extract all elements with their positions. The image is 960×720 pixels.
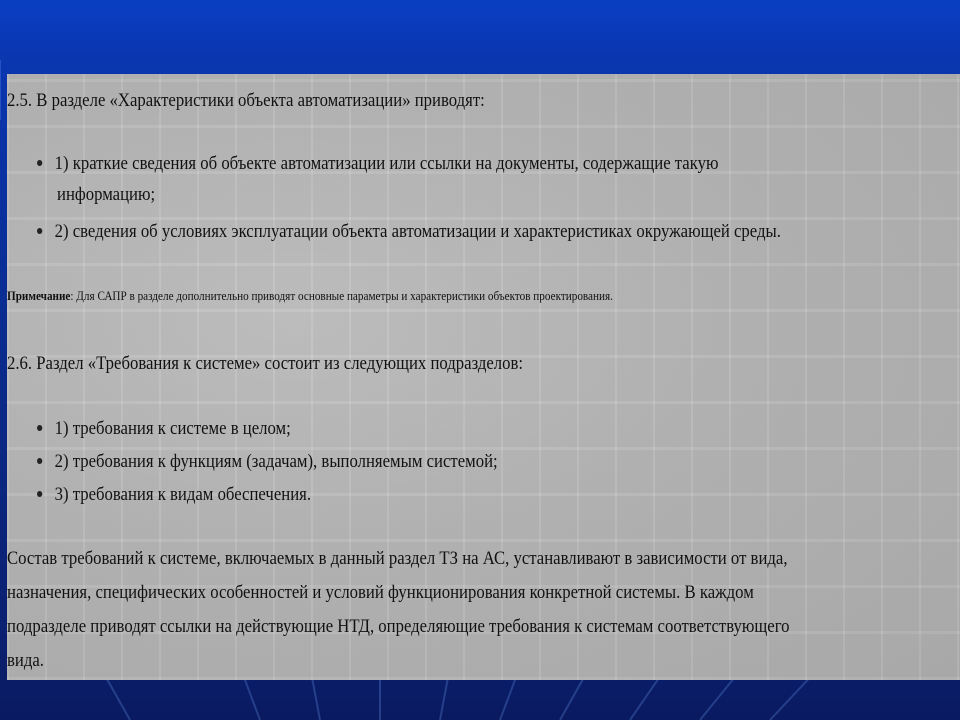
list-item [37,451,498,473]
paragraph-line: вида. [7,650,44,671]
bullet-icon [37,160,42,166]
list-item [37,418,291,440]
bullet-icon [37,425,42,431]
paragraph-line: подразделе приводят ссылки на действующие НТД, определяющие требования к системам соответствующего [7,616,790,637]
list-item-text: 3) требования к видам обеспечения. [54,484,312,505]
list-item [37,484,311,506]
list-item-text: 2) требования к функциям (задачам), выполняемым системой; [54,451,498,472]
paragraph-line: Состав требований к системе, включаемых в данный раздел ТЗ на АС, устанавливают в зависимости от вида, [7,548,788,569]
section-2-6-heading: 2.6. Раздел «Требования к системе» состоит из следующих подразделов: [7,353,524,374]
list-item-continuation: информацию; [57,184,156,205]
list-item [37,221,781,243]
bullet-icon [37,228,42,234]
list-item-text: 2) сведения об условиях эксплуатации объекта автоматизации и характеристиках окружающей среды. [54,221,781,242]
list-item [37,153,718,175]
section-2-5-heading: 2.5. В разделе «Характеристики объекта автоматизации» приводят: [7,90,485,111]
note-text: : Для САПР в разделе дополнительно приводят основные параметры и характеристики объектов проектирования. [70,288,613,303]
bullet-icon [37,491,42,497]
paragraph-line: назначения, специфических особенностей и условий функционирования конкретной системы. В каждом [7,582,754,603]
note [7,288,613,304]
slide-content-image [7,74,960,680]
list-item-text: 1) краткие сведения об объекте автоматизации или ссылки на документы, содержащие такую [54,153,719,174]
note-label: Примечание [7,288,71,303]
list-item-text: 1) требования к системе в целом; [54,418,291,439]
bullet-icon [37,458,42,464]
